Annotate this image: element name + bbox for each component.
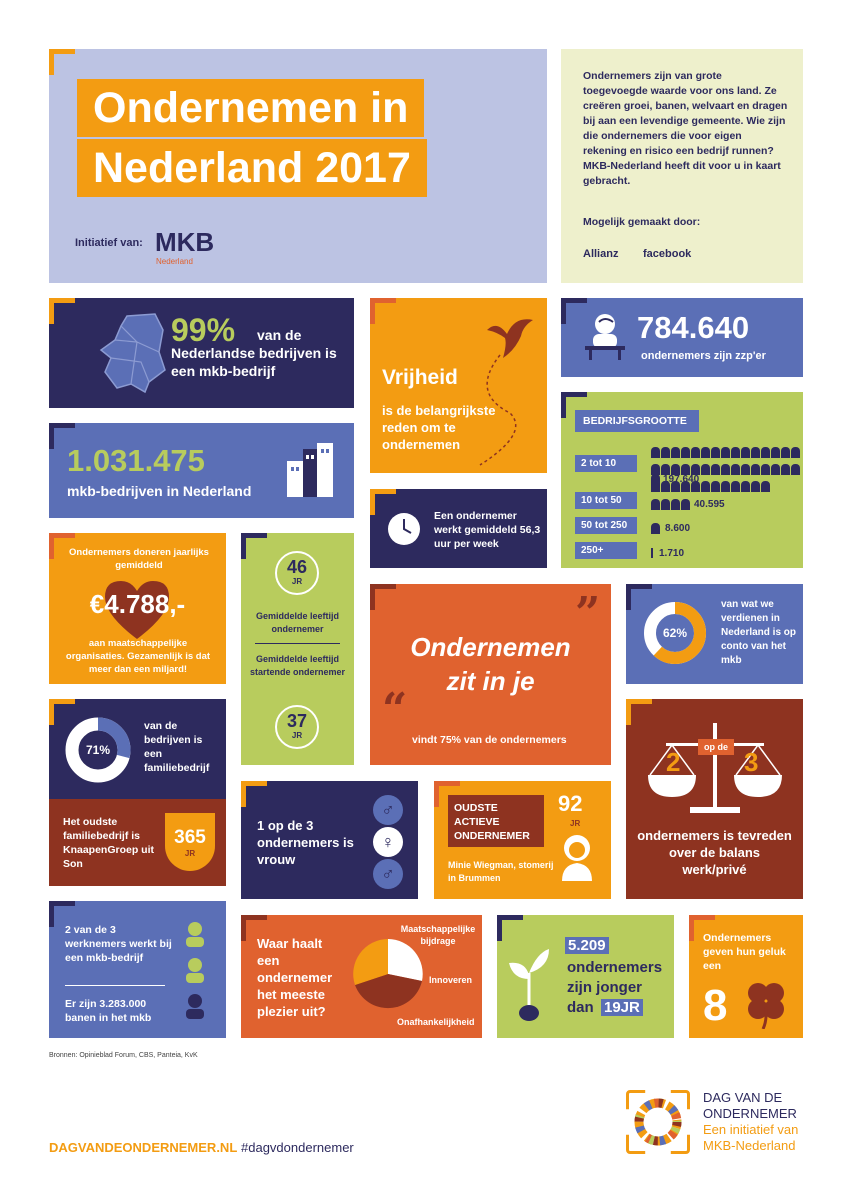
earn-percentage: 62%	[662, 626, 688, 640]
mkb-logo-sub: Nederland	[156, 257, 193, 266]
balance-middle-label: op de	[698, 739, 734, 755]
young-text-3: dan	[567, 999, 594, 1016]
allianz-logo: Allianz	[583, 248, 619, 260]
oldest-family-card	[49, 799, 226, 886]
website-link[interactable]: DAGVANDEONDERNEMER.NL	[49, 1140, 238, 1155]
person-at-desk-icon	[583, 312, 627, 360]
clover-icon	[743, 979, 789, 1029]
quote-line1: Ondernemen	[410, 632, 571, 662]
donate-top-text: Ondernemers doneren jaarlijks gemiddeld	[69, 547, 209, 571]
mkb-count: 1.031.475	[67, 443, 205, 478]
colorful-wheel-icon	[634, 1098, 682, 1146]
sources-text: Bronnen: Opinieblad Forum, CBS, Panteia, KvK	[49, 1052, 198, 1059]
young-text-2: zijn jonger	[567, 979, 642, 996]
plezier-pie-chart	[351, 937, 425, 1011]
oldest-family-text: Het oudste familiebedrijf is KnaapenGroep uit Son	[63, 816, 155, 870]
mkb-count-text: mkb-bedrijven in Nederland	[67, 483, 252, 499]
quote-card	[370, 584, 611, 765]
oldest-active-card	[434, 781, 611, 899]
page-title-line1: Ondernemen in	[77, 79, 424, 137]
size-label-50-250: 50 tot 250	[575, 517, 637, 534]
footer-logo-line2: ONDERNEMER	[703, 1106, 797, 1121]
happy-score: 8	[703, 981, 728, 1030]
age-start-text: Gemiddelde leeftijd startende ondernemer	[249, 654, 346, 677]
young-number: 5.209	[565, 937, 609, 954]
worker-icon	[183, 957, 207, 983]
mkb-percentage-card	[49, 298, 354, 408]
earn-card	[626, 584, 803, 684]
size-value-10-50: 40.595	[694, 499, 725, 510]
footer-logo-line1: DAG VAN DE	[703, 1090, 783, 1105]
women-card	[241, 781, 418, 899]
plezier-label-maatschappelijk: Maatschappelijke bijdrage	[400, 924, 476, 946]
earn-text: van wat we verdienen in Nederland is op conto van het mkb	[721, 599, 797, 666]
vrijheid-card	[370, 298, 547, 473]
mkb-count-card	[49, 423, 354, 518]
sprout-icon	[507, 943, 551, 1023]
initiatief-label: Initiatief van:	[75, 237, 143, 249]
oldest-family-years: 365	[174, 827, 206, 848]
vrijheid-text: is de belangrijkste reden om te ondernemen	[382, 403, 496, 452]
corner-decoration	[241, 781, 267, 807]
mkb-percentage-text: van de Nederlandse bedrijven is een mkb-bedrijf	[171, 327, 337, 379]
size-label-250-plus: 250+	[575, 542, 637, 559]
male-icon: ♂	[373, 859, 403, 889]
plezier-card	[241, 915, 482, 1038]
oldest-active-unit: JR	[570, 819, 581, 828]
corner-decoration	[370, 584, 396, 610]
netherlands-map-icon	[97, 312, 169, 394]
size-value-250-plus: 1.710	[659, 548, 685, 559]
footer-logo	[626, 1090, 690, 1154]
size-label-2-10: 2 tot 10	[575, 455, 637, 472]
elderly-woman-icon	[558, 833, 596, 881]
donate-bottom-text: aan maatschappelijke organisaties. Gezamenlijk is dat meer dan een miljard!	[65, 638, 211, 675]
page-title-line2: Nederland 2017	[77, 139, 427, 197]
happy-text: Ondernemers geven hun geluk een	[703, 932, 786, 972]
young-age: 19JR	[601, 999, 643, 1016]
age-avg-text: Gemiddelde leeftijd ondernemer	[255, 611, 340, 634]
mkb-logo: MKB	[155, 227, 215, 257]
company-size-title: BEDRIJFSGROOTTE	[575, 410, 699, 432]
buildings-icon	[285, 441, 335, 497]
happy-card	[689, 915, 803, 1038]
vrijheid-title: Vrijheid	[382, 366, 458, 389]
intro-text: Ondernemers zijn van grote toegevoegde waarde voor ons land. Ze creëren groei, banen, welvaart en dragen bij aan een levendige gemeente. Wie zijn die ondernemers die voor eigen rekening en risico een bedrijf runnen? MKB-Nederland heeft dit voor u in kaart gebracht.	[583, 70, 788, 187]
mkb-percentage: 99%	[171, 312, 236, 348]
family-card	[49, 699, 226, 799]
footer-logo-line4: MKB-Nederland	[703, 1138, 796, 1153]
employees-card	[49, 901, 226, 1038]
age-divider	[255, 643, 340, 644]
people-chart-row1-tail	[651, 474, 661, 485]
zzp-text: ondernemers zijn zzp'er	[641, 350, 766, 362]
worker-icon	[183, 993, 207, 1019]
hashtag-link[interactable]: #dagvdondernemer	[241, 1140, 354, 1155]
header-card	[49, 49, 547, 283]
size-label-10-50: 10 tot 50	[575, 492, 637, 509]
oldest-family-unit: JR	[184, 849, 196, 858]
people-chart-large	[651, 447, 801, 498]
age-card	[241, 533, 354, 765]
corner-decoration	[49, 49, 75, 75]
zzp-card	[561, 298, 803, 377]
jobs-text: Er zijn 3.283.000 banen in het mkb	[65, 998, 152, 1024]
corner-decoration	[241, 533, 267, 559]
young-card	[497, 915, 674, 1038]
plezier-question: Waar haalt een ondernemer het meeste plezier uit?	[257, 936, 333, 1019]
age-start-value: 37	[286, 711, 308, 731]
balance-text: ondernemers is tevreden over de balans werk/privé	[637, 828, 792, 877]
oldest-active-title: OUDSTE ACTIEVE ONDERNEMER	[448, 795, 544, 847]
corner-decoration	[370, 298, 396, 324]
age-avg-unit: JR	[291, 577, 303, 586]
quote-line2: zit in je	[446, 666, 535, 696]
footer-logo-line3: Een initiatief van	[703, 1122, 799, 1137]
plezier-label-onafhankelijkheid: Onafhankelijkheid	[397, 1017, 475, 1027]
plezier-label-innoveren: Innoveren	[429, 975, 473, 985]
age-start-unit: JR	[291, 731, 303, 740]
worker-icon	[183, 921, 207, 947]
size-value-2-10: 197.640	[663, 474, 700, 485]
employees-text: 2 van de 3 werknemers werkt bij een mkb-bedrijf	[65, 924, 172, 964]
balance-right-number: 3	[744, 747, 759, 777]
people-chart-row3	[651, 523, 661, 534]
female-icon: ♀	[373, 827, 403, 857]
quote-close-icon: “	[382, 684, 408, 735]
donate-card	[49, 533, 226, 684]
corner-decoration	[497, 915, 523, 941]
family-text: van de bedrijven is een familiebedrijf	[144, 720, 210, 774]
balance-card	[626, 699, 803, 899]
size-value-50-250: 8.600	[665, 523, 691, 534]
age-avg-value: 46	[286, 557, 308, 577]
facebook-logo: facebook	[643, 248, 692, 260]
quote-source: vindt 75% van de ondernemers	[412, 734, 567, 746]
zzp-number: 784.640	[637, 310, 750, 345]
quote-open-icon: ”	[575, 588, 601, 639]
employees-divider	[65, 985, 165, 986]
male-icon: ♂	[373, 795, 403, 825]
donate-amount: €4.788,-	[89, 589, 186, 619]
oldest-active-name: Minie Wiegman, stomerij in Brummen	[448, 860, 554, 883]
family-percentage: 71%	[85, 743, 111, 757]
women-text: 1 op de 3 ondernemers is vrouw	[257, 818, 354, 867]
company-size-card	[561, 392, 803, 568]
oldest-active-age: 92	[558, 791, 583, 816]
young-text-1: ondernemers	[567, 959, 663, 976]
people-chart-row4	[651, 548, 653, 558]
hours-text: Een ondernemer werkt gemiddeld 56,3 uur per week	[434, 510, 541, 550]
people-chart-row2	[651, 499, 691, 510]
balance-left-number: 2	[666, 747, 681, 777]
intro-card	[561, 49, 803, 283]
clock-icon	[386, 511, 422, 547]
made-possible-label: Mogelijk gemaakt door:	[583, 216, 701, 228]
hours-card	[370, 489, 547, 568]
corner-decoration	[49, 298, 75, 324]
